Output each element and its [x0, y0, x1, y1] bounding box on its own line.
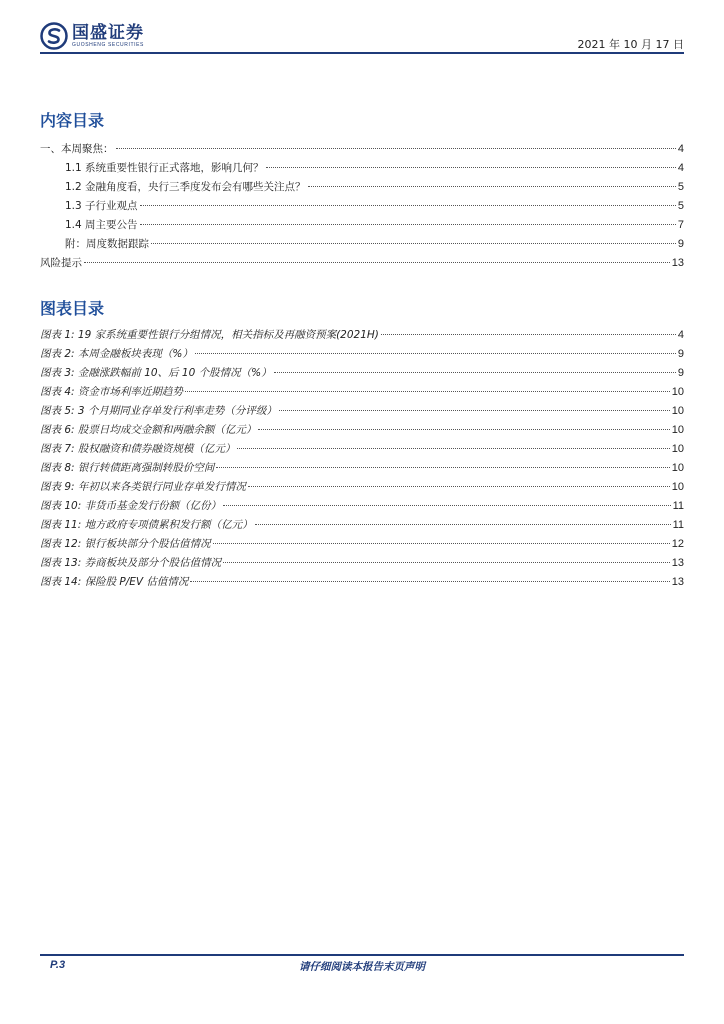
figure-entry[interactable] [40, 498, 684, 517]
figure-entry-page: 10 [671, 405, 684, 417]
toc-entry[interactable] [40, 179, 684, 198]
toc-entry-label: 1.1 系统重要性银行正式落地，影响几何？ [65, 162, 264, 174]
figure-entry-label: 图表 14: 保险股 P/EV 估值情况 [40, 576, 189, 588]
figure-entry[interactable] [40, 327, 684, 346]
toc-entry-label: 1.3 子行业观点 [65, 200, 138, 212]
toc-entry-label: 风险提示 [40, 257, 82, 269]
figure-list-heading: 图表目录 [40, 299, 105, 318]
figure-entry-page: 11 [672, 519, 684, 531]
dot-leader [381, 334, 676, 335]
figure-entry-label: 图表 5: 3 个月期同业存单发行利率走势（分评级） [40, 405, 277, 417]
toc-entry-page: 5 [677, 181, 684, 193]
dot-leader [266, 167, 676, 168]
page-number: P.3 [50, 959, 66, 971]
dot-leader [140, 205, 676, 206]
figure-entry[interactable] [40, 536, 684, 555]
figure-entry-page: 11 [672, 500, 684, 512]
toc-entry[interactable] [40, 160, 684, 179]
figure-entry[interactable] [40, 517, 684, 536]
dot-leader [223, 505, 671, 506]
toc-entry-label: 1.4 周主要公告 [65, 219, 138, 231]
figure-entry-page: 4 [677, 329, 684, 341]
figure-entry-label: 图表 7: 股权融资和债券融资规模（亿元） [40, 443, 236, 455]
dot-leader [279, 410, 670, 411]
figure-list [40, 327, 684, 593]
figure-entry-label: 图表 10: 非货币基金发行份额（亿份） [40, 500, 222, 512]
dot-leader [116, 148, 676, 149]
dot-leader [274, 372, 676, 373]
figure-entry-label: 图表 9: 年初以来各类银行同业存单发行情况 [40, 481, 246, 493]
toc-heading: 内容目录 [40, 111, 105, 130]
figure-entry-label: 图表 13: 券商板块及部分个股估值情况 [40, 557, 222, 569]
figure-entry-page: 9 [677, 367, 684, 379]
figure-entry-page: 13 [671, 557, 684, 569]
page-header [40, 22, 684, 54]
toc-entry-page: 9 [677, 238, 684, 250]
figure-entry-label: 图表 1: 19 家系统重要性银行分组情况，相关指标及再融资预案(2021H) [40, 329, 379, 341]
toc-entry-page: 4 [677, 162, 684, 174]
dot-leader [84, 262, 670, 263]
figure-entry-page: 12 [671, 538, 684, 550]
figure-entry-page: 13 [671, 576, 684, 588]
toc-entry[interactable] [40, 255, 684, 274]
toc-entry[interactable] [40, 236, 684, 255]
dot-leader [237, 448, 669, 449]
figure-entry-label: 图表 2: 本周金融板块表现（%） [40, 348, 193, 360]
figure-entry[interactable] [40, 346, 684, 365]
dot-leader [248, 486, 670, 487]
toc-entry-label: 附：周度数据跟踪 [65, 238, 149, 250]
toc-entry-page: 5 [677, 200, 684, 212]
figure-entry-label: 图表 3: 金融涨跌幅前 10、后 10 个股情况（%） [40, 367, 272, 379]
figure-entry-page: 10 [671, 481, 684, 493]
figure-entry-page: 10 [671, 443, 684, 455]
toc-entry-page: 4 [677, 143, 684, 155]
dot-leader [223, 562, 670, 563]
logo-cn-text: 国盛证券 [72, 22, 144, 43]
toc-entry[interactable] [40, 141, 684, 160]
figure-entry[interactable] [40, 403, 684, 422]
toc-entry[interactable] [40, 217, 684, 236]
dot-leader [185, 391, 670, 392]
figure-entry[interactable] [40, 384, 684, 403]
dot-leader [308, 186, 676, 187]
figure-entry[interactable] [40, 460, 684, 479]
dot-leader [258, 429, 669, 430]
logo-en-text: GUOSHENG SECURITIES [72, 41, 144, 48]
figure-entry-page: 10 [671, 386, 684, 398]
company-logo [40, 22, 144, 50]
figure-entry[interactable] [40, 365, 684, 384]
dot-leader [151, 243, 676, 244]
figure-entry[interactable] [40, 441, 684, 460]
footer-divider [40, 954, 684, 956]
figure-entry[interactable] [40, 555, 684, 574]
dot-leader [255, 524, 671, 525]
figure-entry-label: 图表 11: 地方政府专项债累积发行额（亿元） [40, 519, 253, 531]
disclaimer-note: 请仔细阅读本报告末页声明 [299, 961, 425, 973]
figure-entry[interactable] [40, 479, 684, 498]
toc-entry-label: 1.2 金融角度看，央行三季度发布会有哪些关注点？ [65, 181, 306, 193]
dot-leader [216, 467, 669, 468]
report-date: 2021 年 10 月 17 日 [577, 38, 684, 51]
toc-entry-page: 7 [677, 219, 684, 231]
figure-entry-page: 10 [671, 462, 684, 474]
figure-entry-label: 图表 6: 股票日均成交金额和两融余额（亿元） [40, 424, 257, 436]
toc-entry[interactable] [40, 198, 684, 217]
guosheng-logo-icon [40, 22, 68, 50]
figure-entry-label: 图表 4: 资金市场利率近期趋势 [40, 386, 183, 398]
toc-entry-page: 13 [671, 257, 684, 269]
figure-entry[interactable] [40, 574, 684, 593]
figure-entry-page: 10 [671, 424, 684, 436]
dot-leader [140, 224, 676, 225]
figure-entry-label: 图表 12: 银行板块部分个股估值情况 [40, 538, 211, 550]
figure-entry-label: 图表 8: 银行转债距离强制转股价空间 [40, 462, 215, 474]
dot-leader [190, 581, 669, 582]
toc-list [40, 141, 684, 274]
figure-entry[interactable] [40, 422, 684, 441]
dot-leader [213, 543, 670, 544]
dot-leader [195, 353, 676, 354]
toc-entry-label: 一、本周聚焦： [40, 143, 114, 155]
figure-entry-page: 9 [677, 348, 684, 360]
header-divider [40, 52, 684, 54]
